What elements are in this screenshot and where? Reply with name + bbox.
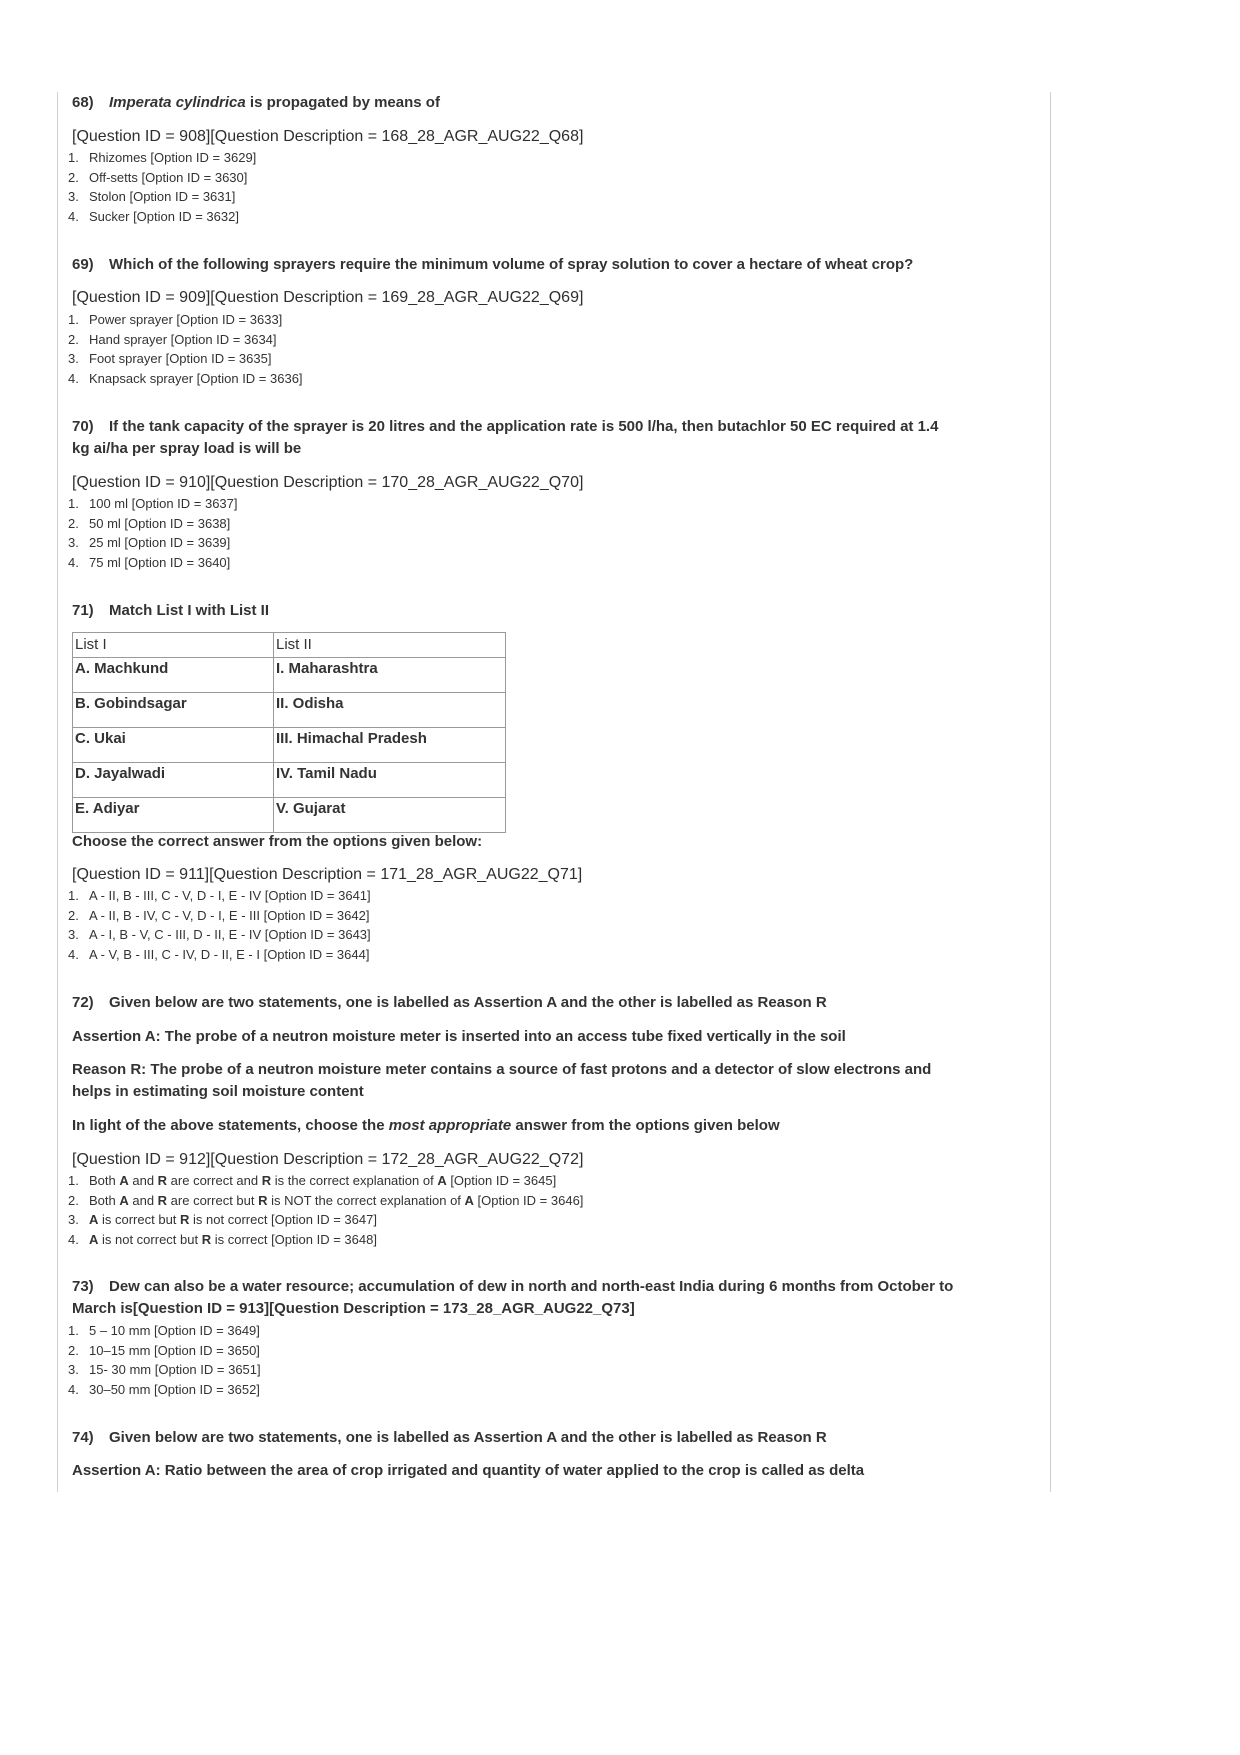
reason-line-1: Reason R: The probe of a neutron moisture meter contains a source of fast protons and a detector of slow electrons and — [72, 1061, 932, 1078]
left-page-border — [57, 92, 58, 1492]
option-text: 25 ml [Option ID = 3639] — [89, 535, 231, 551]
question-text: March is — [72, 1300, 133, 1317]
option-text: 75 ml [Option ID = 3640] — [89, 554, 231, 570]
question-70-heading — [72, 416, 938, 460]
option-number: 2. — [68, 1192, 79, 1208]
option-item — [68, 349, 303, 369]
option-number: 3. — [68, 927, 79, 943]
question-73-heading — [72, 1276, 953, 1320]
question-69-heading — [72, 254, 913, 276]
question-text: Given below are two statements, one is labelled as Assertion A and the other is labelled as Reason R — [109, 994, 827, 1011]
question-line-2: kg ai/ha per spray load is will be — [72, 440, 302, 457]
question-text: is propagated by means of — [245, 94, 440, 111]
instruction-text: answer from the options given below — [511, 1117, 780, 1134]
question-72-id-line: [Question ID = 912][Question Description = 172_28_AGR_AUG22_Q72] — [72, 1151, 584, 1168]
option-number: 4. — [68, 554, 79, 570]
table-header-list-2: List II — [274, 633, 506, 658]
question-73-options — [68, 1321, 261, 1399]
option-text: Sucker [Option ID = 3632] — [89, 208, 239, 224]
option-bold-term: A — [119, 1173, 129, 1188]
question-71-heading — [72, 600, 269, 622]
option-text: A - II, B - III, C - V, D - I, E - IV [Option ID = 3641] — [89, 888, 371, 903]
table-row — [73, 693, 506, 728]
option-text: is not correct but — [98, 1231, 202, 1247]
option-text: Power sprayer [Option ID = 3633] — [89, 312, 283, 327]
option-number: 1. — [68, 312, 79, 327]
option-number: 1. — [68, 888, 79, 903]
option-bold-term: R — [201, 1231, 212, 1247]
option-item — [68, 187, 256, 207]
option-text: Off-setts [Option ID = 3630] — [89, 169, 248, 185]
option-number: 4. — [68, 370, 79, 386]
question-text: Which of the following sprayers require the minimum volume of spray solution to cover a hectare of wheat crop? — [109, 256, 914, 273]
option-number: 3. — [68, 189, 79, 205]
option-item — [68, 1171, 583, 1191]
option-bold-term: A — [464, 1192, 474, 1208]
question-70-options — [68, 494, 238, 572]
option-text: and — [128, 1173, 158, 1188]
option-number: 2. — [68, 515, 79, 531]
table-cell: B. Gobindsagar — [73, 693, 274, 728]
option-bold-term: A — [119, 1192, 129, 1208]
option-number: 3. — [68, 535, 79, 551]
option-item — [68, 945, 371, 965]
option-text: is NOT the correct explanation of — [267, 1192, 465, 1208]
option-item — [68, 1191, 583, 1211]
option-text: 100 ml [Option ID = 3637] — [89, 496, 238, 511]
option-number: 1. — [68, 150, 79, 165]
question-number: 74) — [72, 1429, 94, 1446]
option-item — [68, 310, 303, 330]
scientific-name: Imperata cylindrica — [109, 94, 246, 111]
option-text: 50 ml [Option ID = 3638] — [89, 515, 231, 531]
question-number: 72) — [72, 994, 94, 1011]
option-bold-term: R — [261, 1173, 272, 1188]
option-text: is the correct explanation of — [271, 1173, 438, 1188]
question-text: Given below are two statements, one is labelled as Assertion A and the other is labelled as Reason R — [109, 1429, 827, 1446]
question-72-options — [68, 1171, 583, 1249]
question-74-assertion: Assertion A: Ratio between the area of crop irrigated and quantity of water applied to the crop is called as delta — [72, 1462, 865, 1479]
option-text: A - V, B - III, C - IV, D - II, E - I [Option ID = 3644] — [89, 946, 370, 962]
instruction-emphasis: most appropriate — [388, 1117, 512, 1134]
question-text: Dew can also be a water resource; accumulation of dew in north and north-east India during 6 months from October to — [109, 1278, 954, 1295]
option-number: 4. — [68, 1231, 79, 1247]
option-text: [Option ID = 3645] — [446, 1173, 557, 1188]
question-72-reason — [72, 1059, 931, 1103]
option-text: is correct [Option ID = 3648] — [211, 1231, 377, 1247]
option-bold-term: A — [89, 1212, 99, 1228]
option-item — [68, 886, 371, 906]
option-text: 10–15 mm [Option ID = 3650] — [89, 1342, 260, 1358]
option-item — [68, 553, 238, 573]
option-text: Both — [89, 1192, 120, 1208]
table-cell: D. Jayalwadi — [73, 763, 274, 798]
option-number: 2. — [68, 331, 79, 347]
question-number: 69) — [72, 256, 94, 273]
option-number: 3. — [68, 351, 79, 367]
option-item — [68, 494, 238, 514]
option-item — [68, 514, 238, 534]
question-71-options — [68, 886, 371, 964]
option-item — [68, 330, 303, 350]
option-item — [68, 148, 256, 168]
option-text: are correct and — [167, 1173, 262, 1188]
option-text: 15- 30 mm [Option ID = 3651] — [89, 1362, 261, 1378]
option-item — [68, 1321, 261, 1341]
option-text: 5 – 10 mm [Option ID = 3649] — [89, 1323, 260, 1338]
option-item — [68, 369, 303, 389]
option-number: 3. — [68, 1212, 79, 1228]
question-number: 71) — [72, 602, 94, 619]
option-item — [68, 1380, 261, 1400]
option-bold-term: R — [157, 1173, 168, 1188]
option-item — [68, 168, 256, 188]
question-number: 68) — [72, 94, 94, 111]
table-row — [73, 658, 506, 693]
option-item — [68, 906, 371, 926]
instruction-text: In light of the above statements, choose the — [72, 1117, 389, 1134]
table-cell: C. Ukai — [73, 728, 274, 763]
option-item — [68, 1210, 583, 1230]
option-bold-term: A — [89, 1231, 99, 1247]
question-text: Match List I with List II — [109, 602, 270, 619]
option-text: and — [128, 1192, 158, 1208]
option-text: is correct but — [98, 1212, 181, 1228]
option-item — [68, 533, 238, 553]
table-row — [73, 728, 506, 763]
option-number: 4. — [68, 208, 79, 224]
option-text: A - II, B - IV, C - V, D - I, E - III [Option ID = 3642] — [89, 907, 370, 923]
option-bold-term: R — [157, 1192, 168, 1208]
option-number: 3. — [68, 1362, 79, 1378]
option-text: Stolon [Option ID = 3631] — [89, 189, 236, 205]
reason-line-2: helps in estimating soil moisture content — [72, 1083, 364, 1100]
option-text: A - I, B - V, C - III, D - II, E - IV [Option ID = 3643] — [89, 927, 371, 943]
table-row — [73, 763, 506, 798]
right-page-border — [1050, 92, 1051, 1492]
option-text: Knapsack sprayer [Option ID = 3636] — [89, 370, 303, 386]
question-74-heading — [72, 1427, 827, 1449]
option-item — [68, 925, 371, 945]
table-cell: III. Himachal Pradesh — [274, 728, 506, 763]
option-text: Rhizomes [Option ID = 3629] — [89, 150, 257, 165]
question-number: 73) — [72, 1278, 94, 1295]
match-list-table — [72, 632, 506, 833]
option-text: is not correct [Option ID = 3647] — [189, 1212, 377, 1228]
table-cell: E. Adiyar — [73, 798, 274, 833]
question-69-id-line: [Question ID = 909][Question Description = 169_28_AGR_AUG22_Q69] — [72, 289, 584, 306]
table-header-row — [73, 633, 506, 658]
table-header-list-1: List I — [73, 633, 274, 658]
option-bold-term: R — [180, 1212, 190, 1228]
table-cell: IV. Tamil Nadu — [274, 763, 506, 798]
question-68-id-line: [Question ID = 908][Question Description = 168_28_AGR_AUG22_Q68] — [72, 128, 584, 145]
option-item — [68, 1360, 261, 1380]
option-item — [68, 1341, 261, 1361]
option-number: 4. — [68, 946, 79, 962]
table-cell: V. Gujarat — [274, 798, 506, 833]
question-text: If the tank capacity of the sprayer is 20 litres and the application rate is 500 l/ha, then butachlor 50 EC required at 1.4 — [109, 418, 939, 435]
option-item — [68, 1230, 583, 1250]
question-68-options — [68, 148, 256, 226]
option-text: [Option ID = 3646] — [473, 1192, 584, 1208]
option-text: 30–50 mm [Option ID = 3652] — [89, 1381, 260, 1397]
option-number: 1. — [68, 1323, 79, 1338]
question-line-2 — [72, 1298, 953, 1320]
question-line-1 — [72, 416, 938, 438]
question-72-instruction — [72, 1115, 780, 1137]
option-number: 1. — [68, 496, 79, 511]
question-70-id-line: [Question ID = 910][Question Description = 170_28_AGR_AUG22_Q70] — [72, 474, 584, 491]
option-bold-term: R — [258, 1192, 268, 1208]
question-number: 70) — [72, 418, 94, 435]
option-text: are correct but — [167, 1192, 259, 1208]
question-69-options — [68, 310, 303, 388]
option-item — [68, 207, 256, 227]
question-72-assertion: Assertion A: The probe of a neutron moisture meter is inserted into an access tube fixed vertically in the soil — [72, 1028, 846, 1045]
option-number: 4. — [68, 1381, 79, 1397]
table-row — [73, 798, 506, 833]
option-text: Foot sprayer [Option ID = 3635] — [89, 351, 272, 367]
option-number: 2. — [68, 169, 79, 185]
option-bold-term: A — [437, 1173, 447, 1188]
option-text: Hand sprayer [Option ID = 3634] — [89, 331, 277, 347]
question-71-id-line: [Question ID = 911][Question Description = 171_28_AGR_AUG22_Q71] — [72, 866, 583, 883]
option-number: 2. — [68, 1342, 79, 1358]
table-cell: II. Odisha — [274, 693, 506, 728]
option-number: 1. — [68, 1173, 79, 1188]
option-number: 2. — [68, 907, 79, 923]
question-id-inline: [Question ID = 913][Question Description = 173_28_AGR_AUG22_Q73] — [132, 1300, 635, 1317]
question-71-instruction: Choose the correct answer from the options given below: — [72, 833, 483, 850]
question-68-heading — [72, 92, 440, 114]
table-cell: A. Machkund — [73, 658, 274, 693]
option-text: Both — [89, 1173, 120, 1188]
table-cell: I. Maharashtra — [274, 658, 506, 693]
question-72-heading — [72, 992, 827, 1014]
question-line-1 — [72, 1276, 953, 1298]
